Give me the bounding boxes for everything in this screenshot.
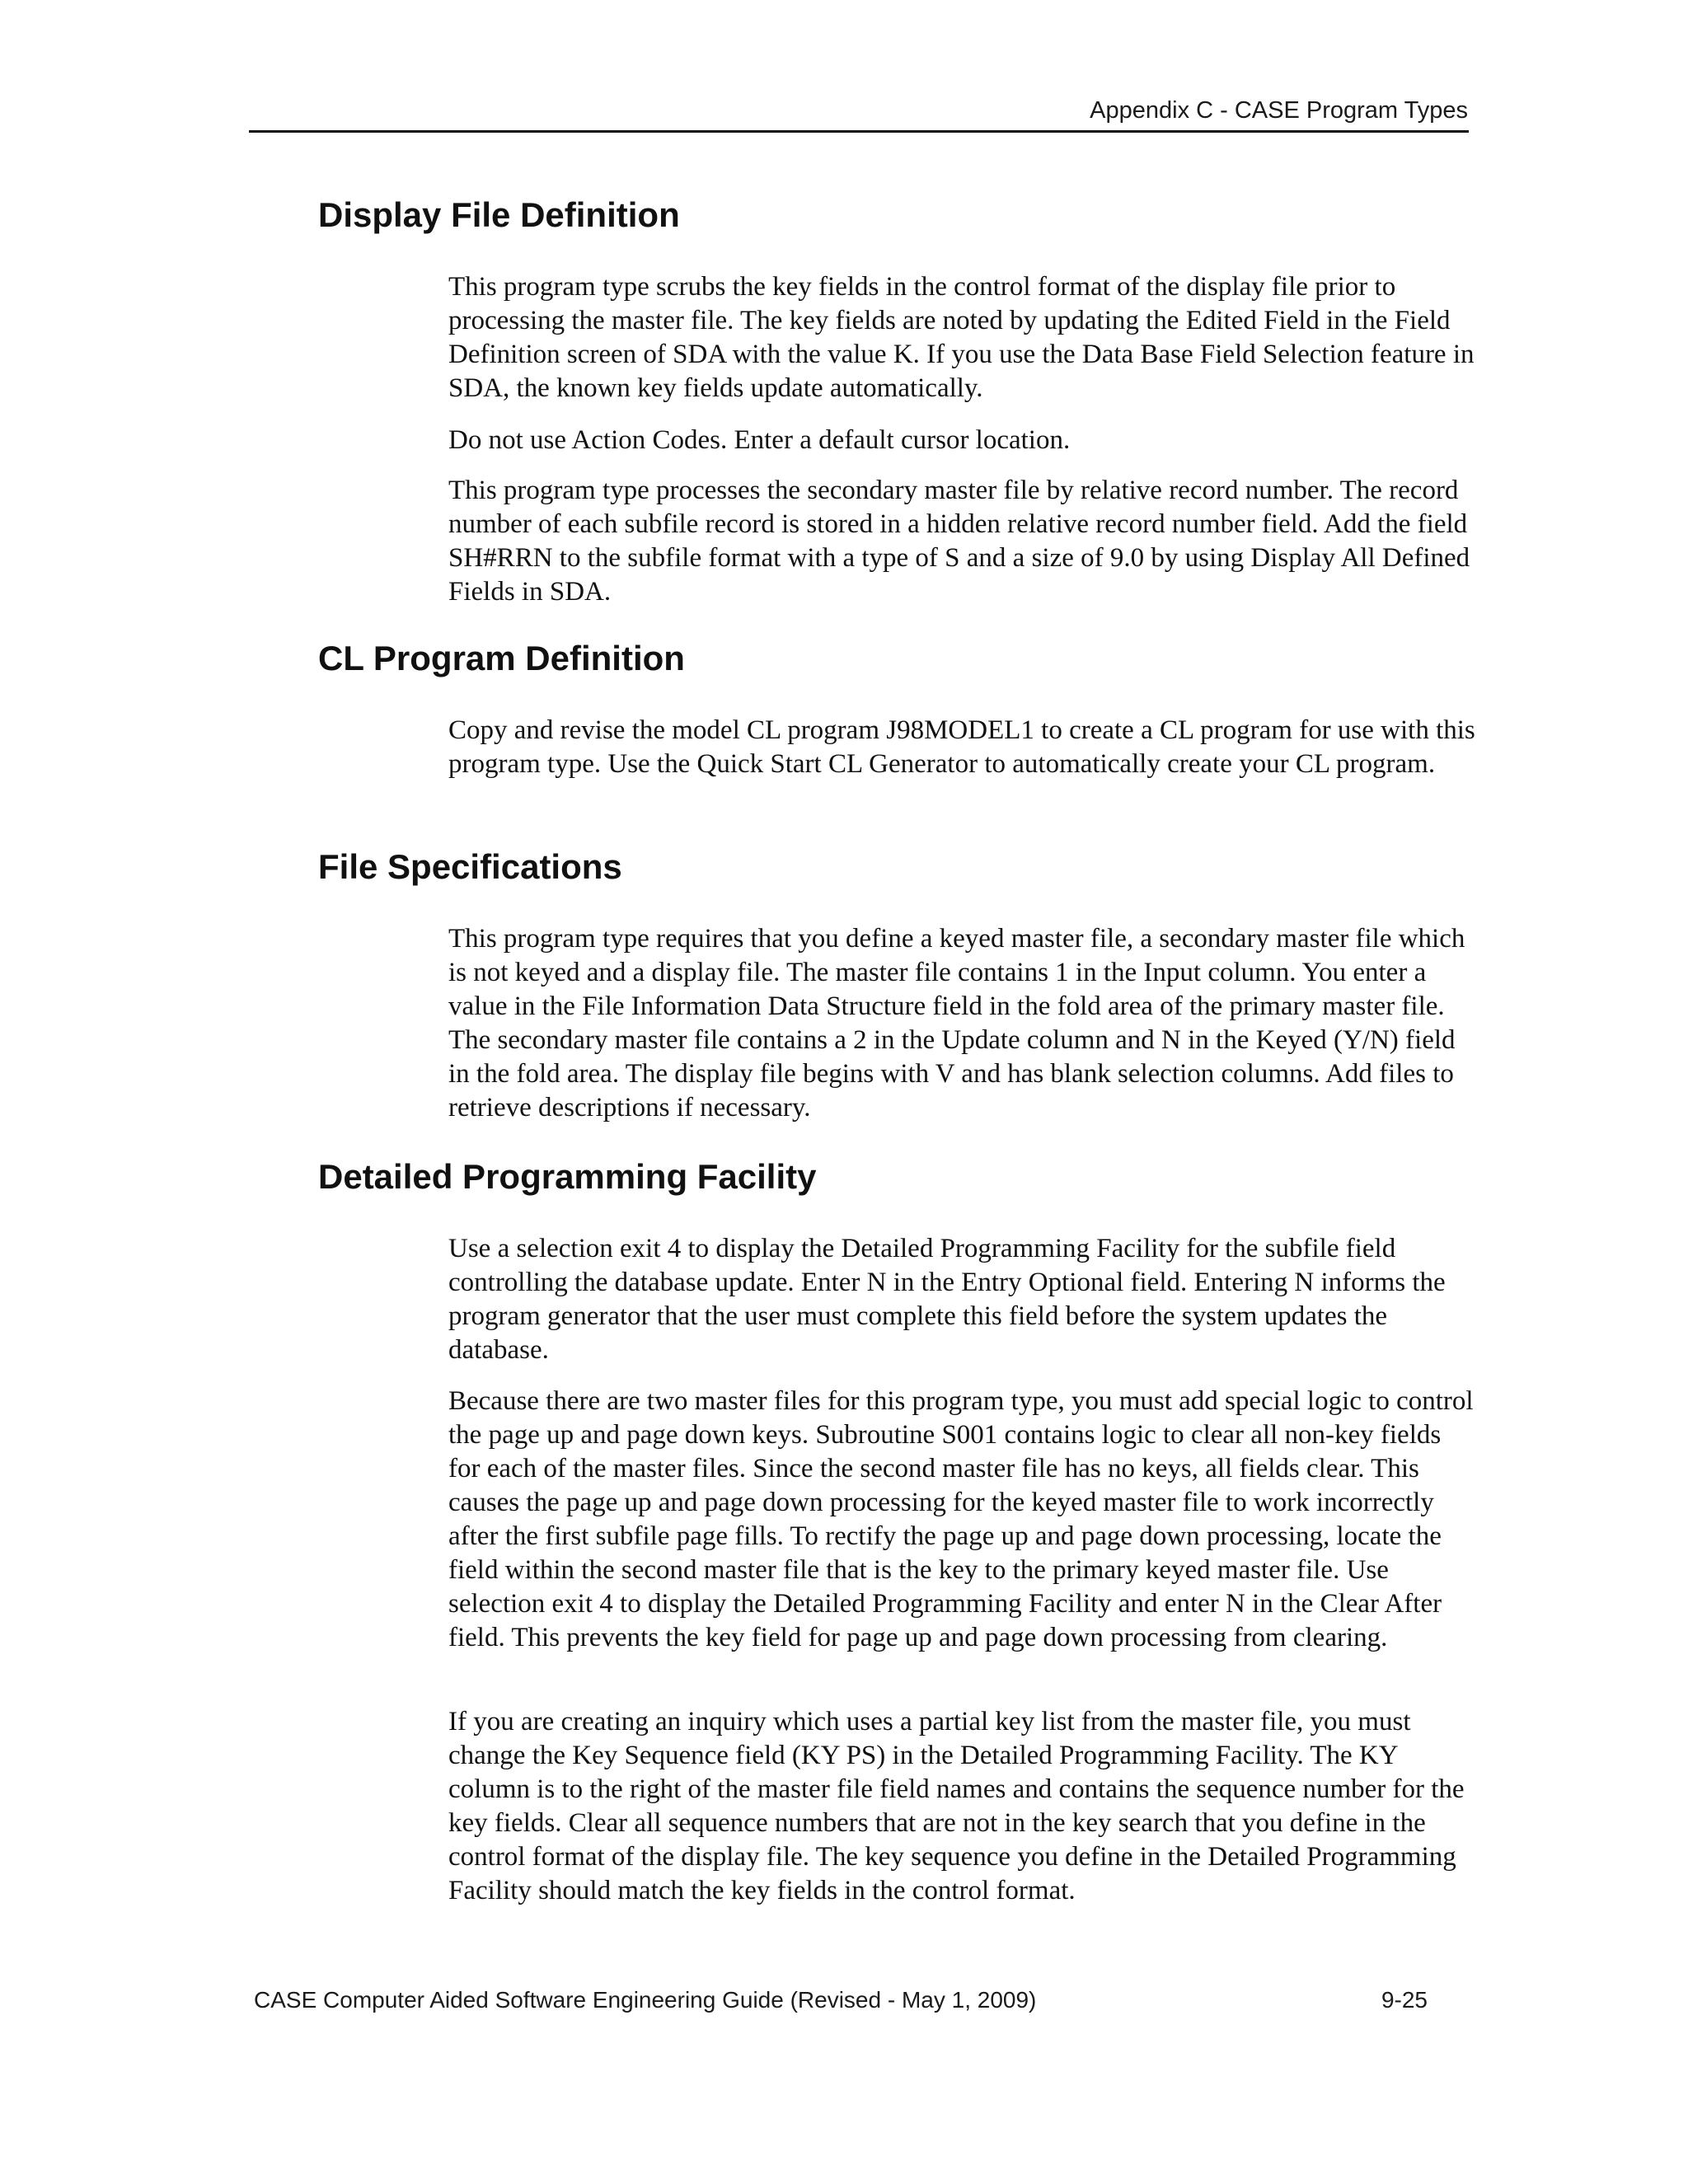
- running-header: Appendix C - CASE Program Types: [1090, 97, 1468, 124]
- section-heading-display-file-definition: Display File Definition: [318, 195, 680, 234]
- section-heading-cl-program-definition: CL Program Definition: [318, 639, 685, 677]
- paragraph: Do not use Action Codes. Enter a default cursor location.: [448, 425, 1071, 455]
- paragraph: Because there are two master files for this program type, you must add special logic to control the page up and page down keys. Subroutine S001 contains logic to clear all non-key fields for each of the master files. Since the second master file has no keys, all fields clear. This causes the page up and page down processing for the keyed master file to work incorrectly after the first subfile page fills. To rectify the page up and page down processing, locate the field within the second master file that is the key to the primary keyed master file. Use selection exit 4 to display the Detailed Programming Facility and enter N in the Clear After field. This prevents the key field for page up and page down processing from clearing.: [448, 1386, 1474, 1652]
- footer-page-number: 9-25: [1381, 1987, 1428, 2013]
- paragraph: If you are creating an inquiry which uses a partial key list from the master file, you must change the Key Sequence field (KY PS) in the Detailed Programming Facility. The KY column is to the right of the master file field names and contains the sequence number for the key fields. Clear all sequence numbers that are not in the key search that you define in the control format of the display file. The key sequence you define in the Detailed Programming Facility should match the key fields in the control format.: [448, 1707, 1465, 1905]
- paragraph: This program type processes the secondary master file by relative record number. The record number of each subfile record is stored in a hidden relative record number field. Add the field SH#RRN to the subfile format with a type of S and a size of 9.0 by using Display All Defined Fields in SDA.: [448, 476, 1470, 607]
- paragraph: This program type requires that you define a keyed master file, a secondary master file which is not keyed and a display file. The master file contains 1 in the Input column. You enter a value in the File Information Data Structure field in the fold area of the primary master file. The secondary master file contains a 2 in the Update column and N in the Keyed (Y/N) field in the fold area. The display file begins with V and has blank selection columns. Add files to retrieve descriptions if necessary.: [448, 924, 1465, 1122]
- paragraph: Copy and revise the model CL program J98MODEL1 to create a CL program for use with this program type. Use the Quick Start CL Generator to automatically create your CL program.: [448, 715, 1475, 779]
- section-heading-file-specifications: File Specifications: [318, 847, 622, 886]
- section-heading-detailed-programming-facility: Detailed Programming Facility: [318, 1157, 817, 1196]
- header-rule: [249, 130, 1469, 133]
- footer-document-title: CASE Computer Aided Software Engineering Guide (Revised - May 1, 2009): [254, 1987, 1037, 2013]
- paragraph: This program type scrubs the key fields in the control format of the display file prior to processing the master file. The key fields are noted by updating the Edited Field in the Field Definition screen of SDA with the value K. If you use the Data Base Field Selection feature in SDA, the known key fields update automatically.: [448, 272, 1475, 403]
- paragraph: Use a selection exit 4 to display the Detailed Programming Facility for the subfile field controlling the database update. Enter N in the Entry Optional field. Entering N informs the program generator that the user must complete this field before the system updates the database.: [448, 1234, 1446, 1365]
